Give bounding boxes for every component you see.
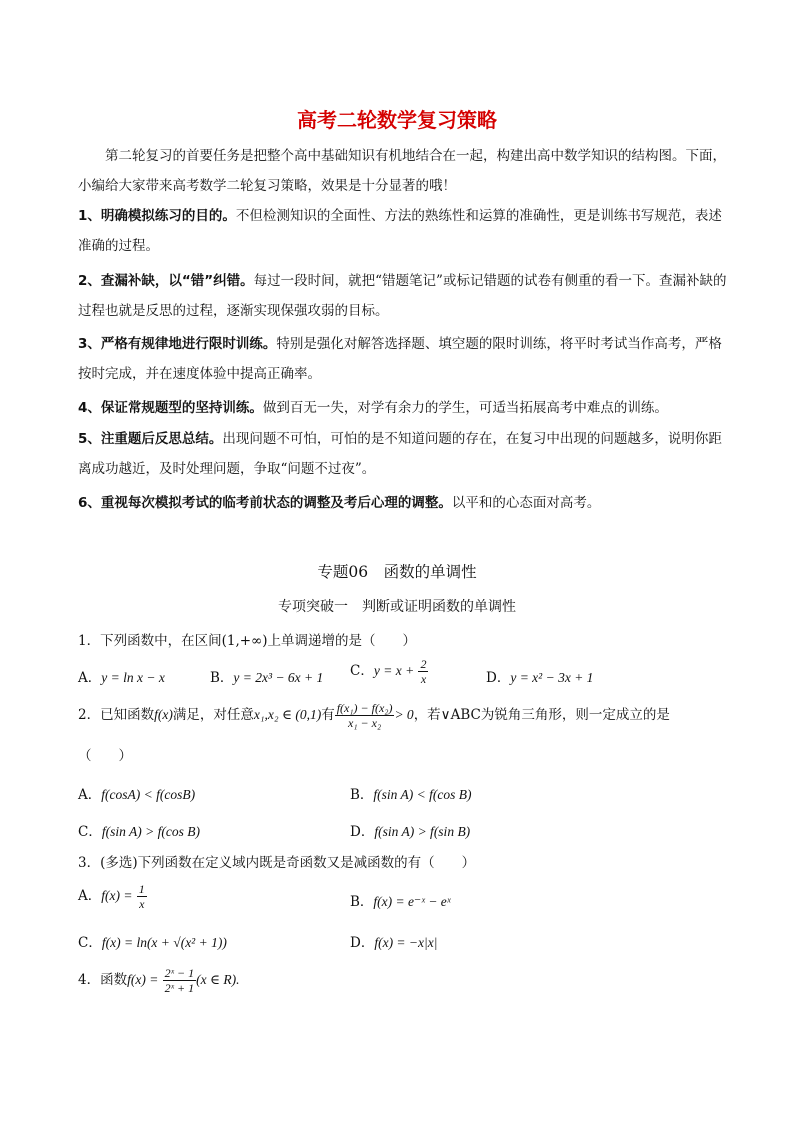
q2-stem-you: 有	[321, 707, 335, 723]
question-3-stem: 3．(多选)下列函数在定义域内既是奇函数又是减函数的有（ ）	[78, 855, 476, 871]
q2-option-c	[78, 820, 200, 840]
q3-option-c	[78, 931, 227, 951]
q2-option-b-label: B．	[350, 787, 374, 803]
q3-option-a-expr: f(x) =	[101, 888, 133, 903]
q4-fraction-numerator: 2ˣ − 1	[164, 966, 195, 980]
q4-domain: (x ∈ R).	[196, 972, 240, 987]
q1-option-c-label: C．	[350, 663, 374, 679]
strategy-4-heading: 4、保证常规题型的坚持训练。	[78, 400, 263, 416]
q1-option-c-numerator: 2	[420, 657, 427, 671]
q2-option-a	[78, 783, 195, 803]
strategy-2	[78, 266, 728, 326]
q2-answer-paren: （ ）	[78, 748, 132, 764]
q2-fraction-numerator: f(x₁) − f(x₂)	[336, 701, 393, 715]
q1-option-b-expr: y = 2x³ − 6x + 1	[233, 670, 324, 685]
q3-option-a-label: A．	[78, 888, 102, 904]
q1-option-b-label: B．	[210, 670, 234, 686]
strategy-6-heading: 6、重视每次模拟考试的临考前状态的调整及考后心理的调整。	[78, 495, 452, 511]
strategy-5-heading: 5、注重题后反思总结。	[78, 431, 223, 447]
q1-option-a-label: A．	[78, 670, 102, 686]
strategy-2-text: 每过一段时间，就把“错题笔记”或标记错题的试卷有侧重的看一下。查漏补缺的过程也就是反思的过程，逐渐实现保强攻弱的目标。	[78, 273, 727, 319]
strategy-4-text: 做到百无一失，对学有余力的学生，可适当拓展高考中难点的训练。	[262, 400, 668, 416]
q1-option-c-fraction	[418, 657, 428, 686]
q2-stem-f: f(x)	[154, 707, 173, 722]
q3-option-c-label: C．	[78, 935, 102, 951]
q4-fraction-denominator: 2ˣ + 1	[164, 981, 195, 995]
strategy-6-text: 以平和的心态面对高考。	[451, 495, 601, 511]
q1-option-d-expr: y = x² − 3x + 1	[510, 670, 594, 685]
q3-option-b-label: B．	[350, 894, 374, 910]
strategy-1	[78, 201, 728, 261]
q3-option-a	[78, 882, 147, 911]
q2-option-a-label: A．	[78, 787, 102, 803]
q1-option-c	[350, 657, 428, 686]
q1-option-b	[210, 666, 323, 686]
topic-subtitle: 专项突破一 判断或证明函数的单调性	[278, 599, 516, 615]
strategy-3-text: 特别是强化对解答选择题、填空题的限时训练，将平时考试当作高考，严格按时完成，并在速度体验中提高正确率。	[78, 336, 722, 382]
q4-stem-pre: 4．函数	[78, 972, 128, 988]
q2-fraction-denominator: x₁ − x₂	[348, 716, 382, 730]
document-title: 高考二轮数学复习策略	[297, 108, 497, 132]
q2-stem-mid: 满足，对任意	[172, 707, 254, 723]
q2-gt-zero: > 0	[394, 707, 414, 722]
q2-fraction	[335, 701, 395, 730]
q2-stem-vars: x₁,x₂ ∈ (0,1)	[253, 707, 322, 722]
q2-option-c-label: C．	[78, 824, 102, 840]
topic-title: 专题06 函数的单调性	[317, 563, 477, 581]
question-1-stem: 1．下列函数中，在区间(1,+∞)上单调递增的是（ ）	[78, 633, 417, 649]
strategy-5-text: 出现问题不可怕，可怕的是不知道问题的存在，在复习中出现的问题越多，说明你距离成功越近，及时处理问题，争取“问题不过夜”。	[78, 431, 722, 477]
q3-option-a-denominator: x	[139, 897, 145, 911]
q2-option-b	[350, 783, 472, 803]
q3-option-a-fraction	[137, 882, 147, 911]
q1-option-c-denominator: x	[420, 672, 427, 686]
q1-option-d	[486, 666, 593, 686]
q3-option-d	[350, 931, 437, 951]
strategy-1-heading: 1、明确模拟练习的目的。	[78, 208, 236, 224]
q2-stem-post: ，若∨ABC为锐角三角形，则一定成立的是	[413, 707, 670, 723]
strategy-3-heading: 3、严格有规律地进行限时训练。	[78, 336, 277, 352]
strategy-3	[78, 329, 728, 389]
q2-option-a-expr: f(cosA) < f(cosB)	[101, 787, 196, 802]
q1-option-a	[78, 666, 165, 686]
strategy-2-heading: 2、查漏补缺，以“错”纠错。	[78, 273, 254, 289]
q3-option-b	[350, 890, 451, 910]
q1-option-c-expr: y = x +	[373, 663, 415, 678]
q2-option-d	[350, 820, 470, 840]
q2-option-b-expr: f(sin A) < f(cos B)	[373, 787, 472, 802]
q2-stem-pre: 2．已知函数	[78, 707, 155, 723]
q3-option-d-expr: f(x) = −x|x|	[374, 935, 438, 950]
intro-paragraph: 第二轮复习的首要任务是把整个高中基础知识有机地结合在一起，构建出高中数学知识的结构图。下面，小编给大家带来高考数学二轮复习策略，效果是十分显著的哦！	[78, 148, 726, 194]
strategy-1-text: 不但检测知识的全面性、方法的熟练性和运算的准确性，更是训练书写规范，表述准确的过程。	[78, 208, 722, 254]
q1-option-d-label: D．	[486, 670, 511, 686]
q1-option-a-expr: y = ln x − x	[101, 670, 165, 685]
q3-option-b-expr: f(x) = e⁻ˣ − eˣ	[373, 894, 451, 909]
q2-option-d-label: D．	[350, 824, 375, 840]
q2-option-c-expr: f(sin A) > f(cos B)	[101, 824, 200, 839]
q4-f-expr: f(x) =	[127, 972, 159, 987]
q2-option-d-expr: f(sin A) > f(sin B)	[374, 824, 471, 839]
question-4-stem	[78, 966, 239, 995]
strategy-5	[78, 424, 728, 484]
strategy-6	[78, 488, 728, 518]
q4-fraction	[163, 966, 196, 995]
strategy-4	[78, 393, 728, 423]
q3-option-d-label: D．	[350, 935, 375, 951]
q3-option-c-expr: f(x) = ln(x + √(x² + 1))	[101, 935, 227, 950]
q3-option-a-numerator: 1	[138, 882, 145, 896]
question-2-stem	[78, 701, 670, 730]
